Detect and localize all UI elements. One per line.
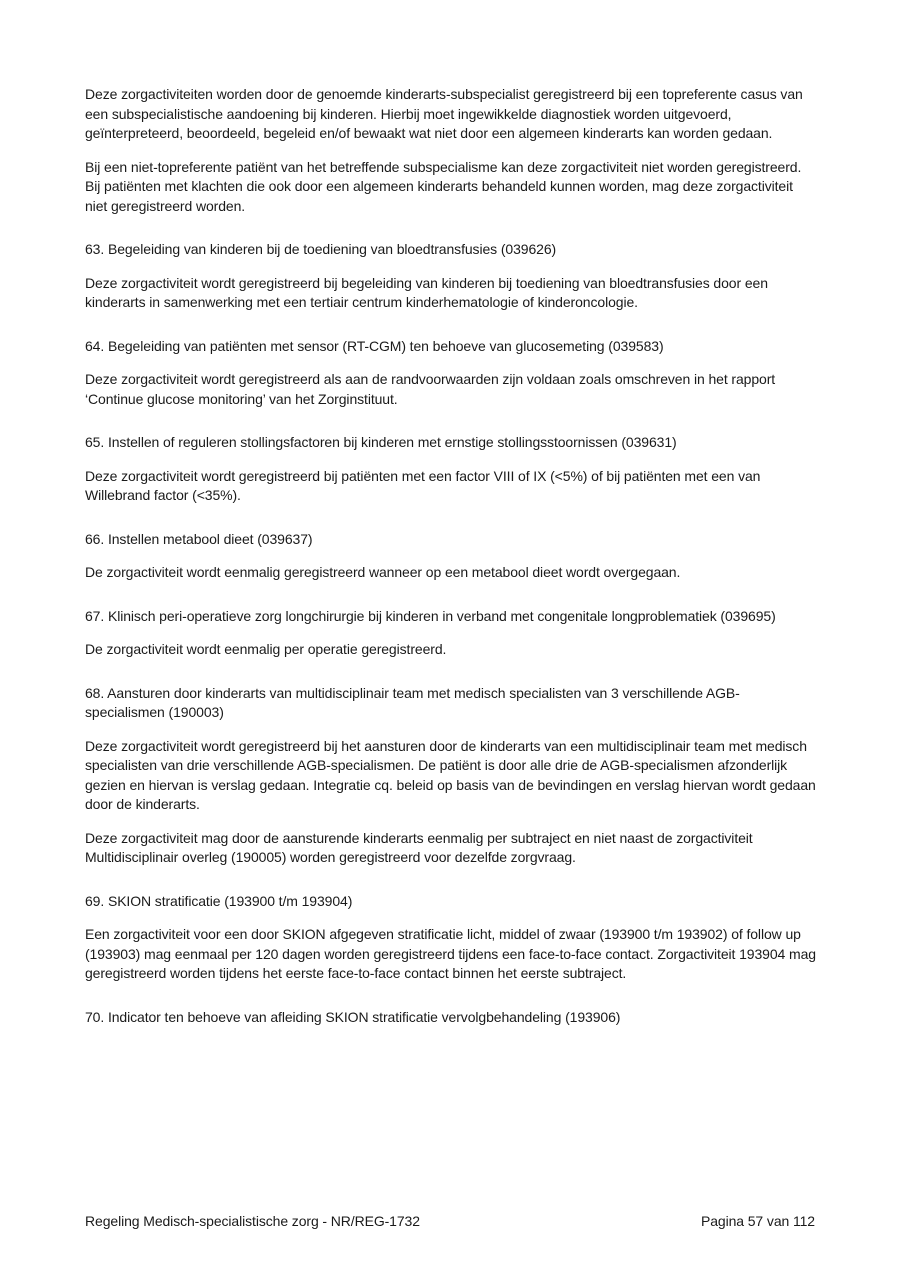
section-63 xyxy=(85,240,816,313)
section-68 xyxy=(85,684,816,868)
section-70-heading: 70. Indicator ten behoeve van afleiding SKION stratificatie vervolgbehandeling (193906) xyxy=(85,1008,621,1025)
page-body xyxy=(85,85,816,1041)
section-67-heading: 67. Klinisch peri-operatieve zorg longchirurgie bij kinderen in verband met congenitale longproblematiek (039695) xyxy=(85,607,776,624)
section-69-heading: 69. SKION stratificatie (193900 t/m 193904) xyxy=(85,892,353,909)
section-65 xyxy=(85,433,816,506)
section-69-paragraph: Een zorgactiviteit voor een door SKION afgegeven stratificatie licht, middel of zwaar (193900 t/m 193902) of follow up (193903) mag eenmaal per 120 dagen worden geregistreerd tijdens een face-to-face contact. Zorgactiviteit 193904 mag geregistreerd worden tijdens het eerste face-to-face contact binnen het eerste subtraject. xyxy=(85,926,816,981)
section-64 xyxy=(85,337,816,410)
section-66-heading: 66. Instellen metabool dieet (039637) xyxy=(85,530,313,547)
footer-document-title: Regeling Medisch-specialistische zorg - NR/REG-1732 xyxy=(85,1213,420,1229)
section-66 xyxy=(85,530,816,583)
section-67 xyxy=(85,607,816,660)
section-64-heading: 64. Begeleiding van patiënten met sensor (RT-CGM) ten behoeve van glucosemeting (039583) xyxy=(85,337,664,354)
section-63-paragraph: Deze zorgactiviteit wordt geregistreerd bij begeleiding van kinderen bij toediening van bloedtransfusies door een kinderarts in samenwerking met een tertiair centrum kinderhematologie of kinderoncologie. xyxy=(85,274,768,310)
section-65-heading: 65. Instellen of reguleren stollingsfactoren bij kinderen met ernstige stollingsstoornissen (039631) xyxy=(85,434,677,450)
section-65-paragraph: Deze zorgactiviteit wordt geregistreerd bij patiënten met een factor VIII of IX (<5%) of bij patiënten met een van Willebrand factor (<35%). xyxy=(85,467,761,503)
section-70 xyxy=(85,1008,816,1028)
section-69 xyxy=(85,892,816,984)
section-64-paragraph: Deze zorgactiviteit wordt geregistreerd als aan de randvoorwaarden zijn voldaan zoals omschreven in het rapport ‘Continue glucose monitoring’ van het Zorginstituut. xyxy=(85,371,776,407)
section-63-heading: 63. Begeleiding van kinderen bij de toediening van bloedtransfusies (039626) xyxy=(85,241,557,257)
footer-page-number: Pagina 57 van 112 xyxy=(700,1213,815,1229)
section-68-paragraph-2: Deze zorgactiviteit mag door de aansturende kinderarts eenmalig per subtraject en niet naast de zorgactiviteit Multidisciplinair overleg (190005) worden geregistreerd voor dezelfde zorgvraag. xyxy=(85,829,753,865)
section-68-heading: 68. Aansturen door kinderarts van multidisciplinair team met medisch specialisten van 3 verschillende AGB-specialismen (190003) xyxy=(85,684,740,720)
section-67-paragraph: De zorgactiviteit wordt eenmalig per operatie geregistreerd. xyxy=(85,641,447,657)
section-68-paragraph-1: Deze zorgactiviteit wordt geregistreerd bij het aansturen door de kinderarts van een multidisciplinair team met medisch specialisten van drie verschillende AGB-specialismen. De patiënt is door alle drie de AGB-specialismen afzonderlijk gezien en hiervan is verslag gedaan. Integratie cq. beleid op basis van de bevindingen en verslag hiervan wordt gedaan door de kinderarts. xyxy=(85,737,816,812)
page-footer xyxy=(85,1212,815,1232)
section-66-paragraph: De zorgactiviteit wordt eenmalig geregistreerd wanneer op een metabool dieet wordt overgegaan. xyxy=(85,564,681,580)
intro-paragraph-2: Bij een niet-topreferente patiënt van het betreffende subspecialisme kan deze zorgactiviteit niet worden geregistreerd. Bij patiënten met klachten die ook door een algemeen kinderarts behandeld kunnen worden, mag deze zorgactiviteit niet geregistreerd worden. xyxy=(85,158,802,214)
intro-paragraph-1: Deze zorgactiviteiten worden door de genoemde kinderarts-subspecialist geregistreerd bij een topreferente casus van een subspecialistische aandoening bij kinderen. Hierbij moet ingewikkelde diagnostiek worden uitgevoerd, geïnterpreteerd, beoordeeld, begeleid en/of bewaakt wat niet door een algemeen kinderarts kan worden gedaan. xyxy=(85,86,803,141)
